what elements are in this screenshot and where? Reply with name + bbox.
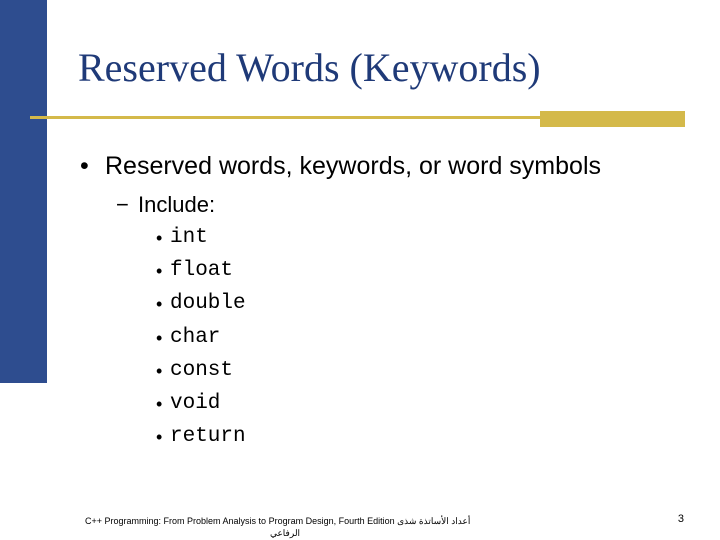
keyword-item <box>156 257 246 290</box>
bullet-level-1 <box>80 150 601 182</box>
bullet-marker: • <box>80 152 89 180</box>
keyword-item <box>156 357 246 390</box>
keyword-text: return <box>170 425 246 449</box>
footer-line-2: الرفاعي <box>269 528 301 538</box>
keyword-text: float <box>170 259 234 283</box>
keyword-text: void <box>170 391 221 415</box>
footer-text <box>85 515 485 539</box>
keyword-item <box>156 324 246 357</box>
bullet-marker: • <box>156 360 163 381</box>
keyword-list <box>156 224 246 456</box>
keyword-item <box>156 390 246 423</box>
bullet-marker: • <box>156 393 163 414</box>
bullet-marker: • <box>156 228 163 248</box>
bullet-marker: • <box>156 327 163 348</box>
dash-marker: − <box>116 192 129 217</box>
bullet-text: Include: <box>138 192 216 217</box>
keyword-text: char <box>170 325 221 349</box>
slide-title: Reserved Words (Keywords) <box>78 45 541 90</box>
left-side-bar <box>0 0 47 383</box>
keyword-item <box>156 290 246 323</box>
bullet-level-2 <box>116 191 215 219</box>
page-number: 3 <box>677 513 684 525</box>
bullet-marker: • <box>156 261 163 282</box>
keyword-text: const <box>170 358 234 382</box>
title-rule-accent <box>540 111 685 127</box>
keyword-text: int <box>170 226 208 249</box>
bullet-text: Reserved words, keywords, or word symbols <box>105 152 601 180</box>
keyword-item <box>156 423 246 456</box>
bullet-marker: • <box>156 294 163 315</box>
footer-line-1: C++ Programming: From Problem Analysis to Program Design, Fourth Edition أعداد الأساتذة شذى <box>85 516 471 526</box>
keyword-text: double <box>170 292 246 316</box>
bullet-marker: • <box>156 427 163 448</box>
keyword-item <box>156 224 246 257</box>
